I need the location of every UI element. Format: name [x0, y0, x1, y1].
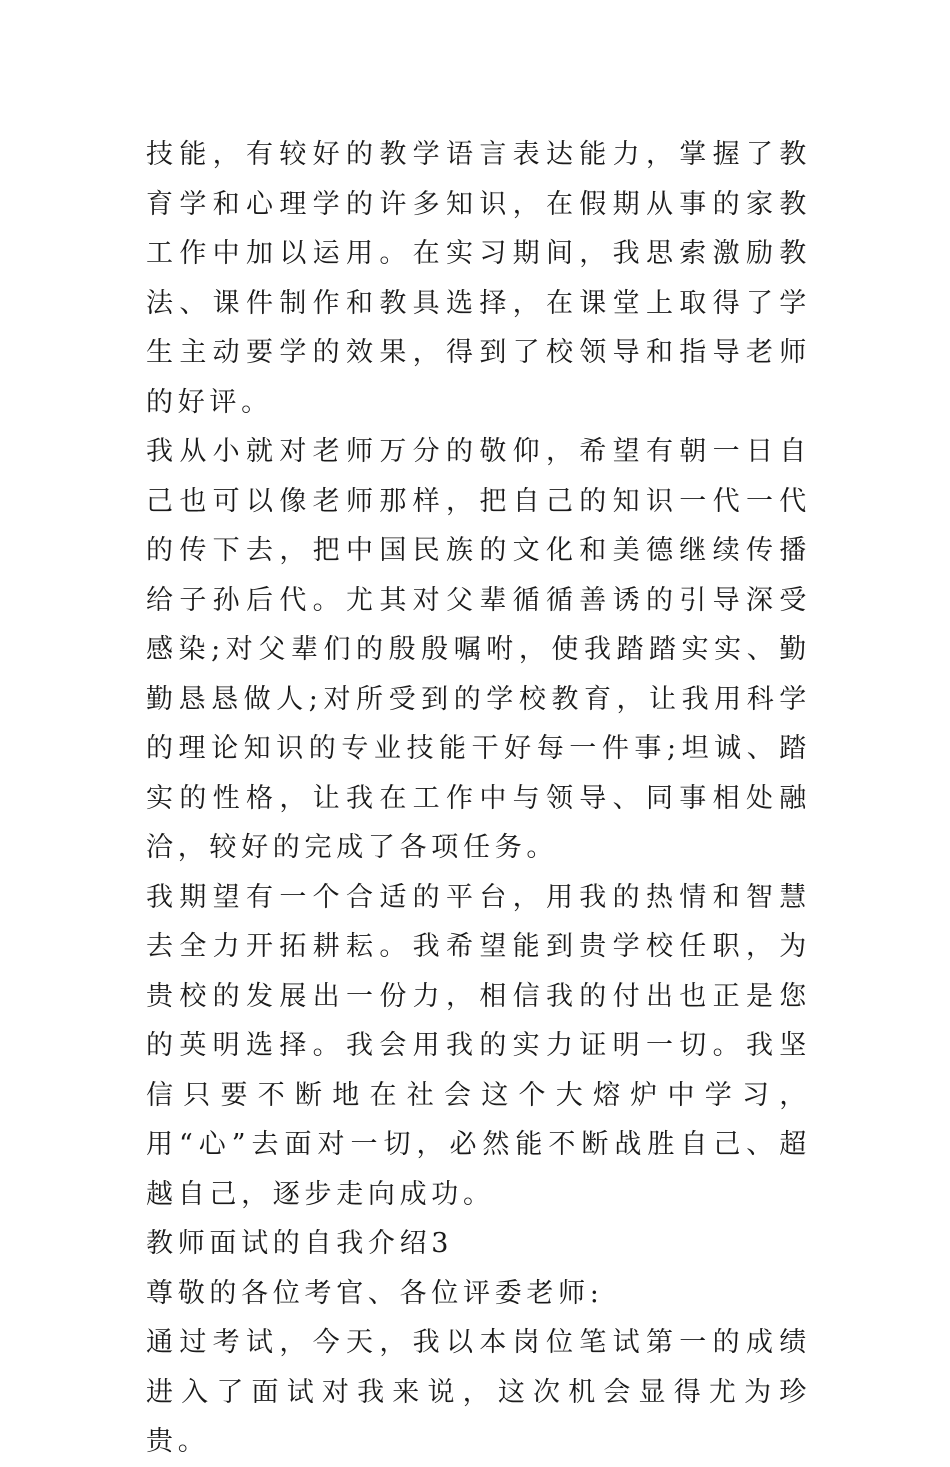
paragraph-teaching-skills: 技能，有较好的教学语言表达能力，掌握了教育学和心理学的许多知识，在假期从事的家教工作中加以运用。在实习期间，我思索激励教法、课件制作和教具选择，在课堂上取得了学生主动要学的效果，得到了校领导和指导老师的好评。 [146, 139, 811, 418]
paragraph-interview-intro: 通过考试，今天，我以本岗位笔试第一的成绩进入了面试对我来说，这次机会显得尤为珍贵。 [146, 1327, 811, 1457]
document-body [146, 130, 811, 1467]
paragraph-respect-for-teachers: 我从小就对老师万分的敬仰，希望有朝一日自己也可以像老师那样，把自己的知识一代一代的传下去，把中国民族的文化和美德继续传播给子孙后代。尤其对父辈循循善诱的引导深受感染;对父辈们的殷殷嘱咐，使我踏踏实实、勤勤恳恳做人;对所受到的学校教育，让我用科学的理论知识的专业技能干好每一件事;坦诚、踏实的性格，让我在工作中与领导、同事相处融洽，较好的完成了各项任务。 [146, 436, 811, 863]
paragraph-aspiration: 我期望有一个合适的平台，用我的热情和智慧去全力开拓耕耘。我希望能到贵学校任职，为贵校的发展出一份力，相信我的付出也正是您的英明选择。我会用我的实力证明一切。我坚信只要不断地在社会这个大熔炉中学习，用“心”去面对一切，必然能不断战胜自己、超越自己，逐步走向成功。 [146, 881, 811, 1210]
salutation: 尊敬的各位考官、各位评委老师: [146, 1277, 604, 1309]
section-heading: 教师面试的自我介绍3 [146, 1228, 454, 1259]
